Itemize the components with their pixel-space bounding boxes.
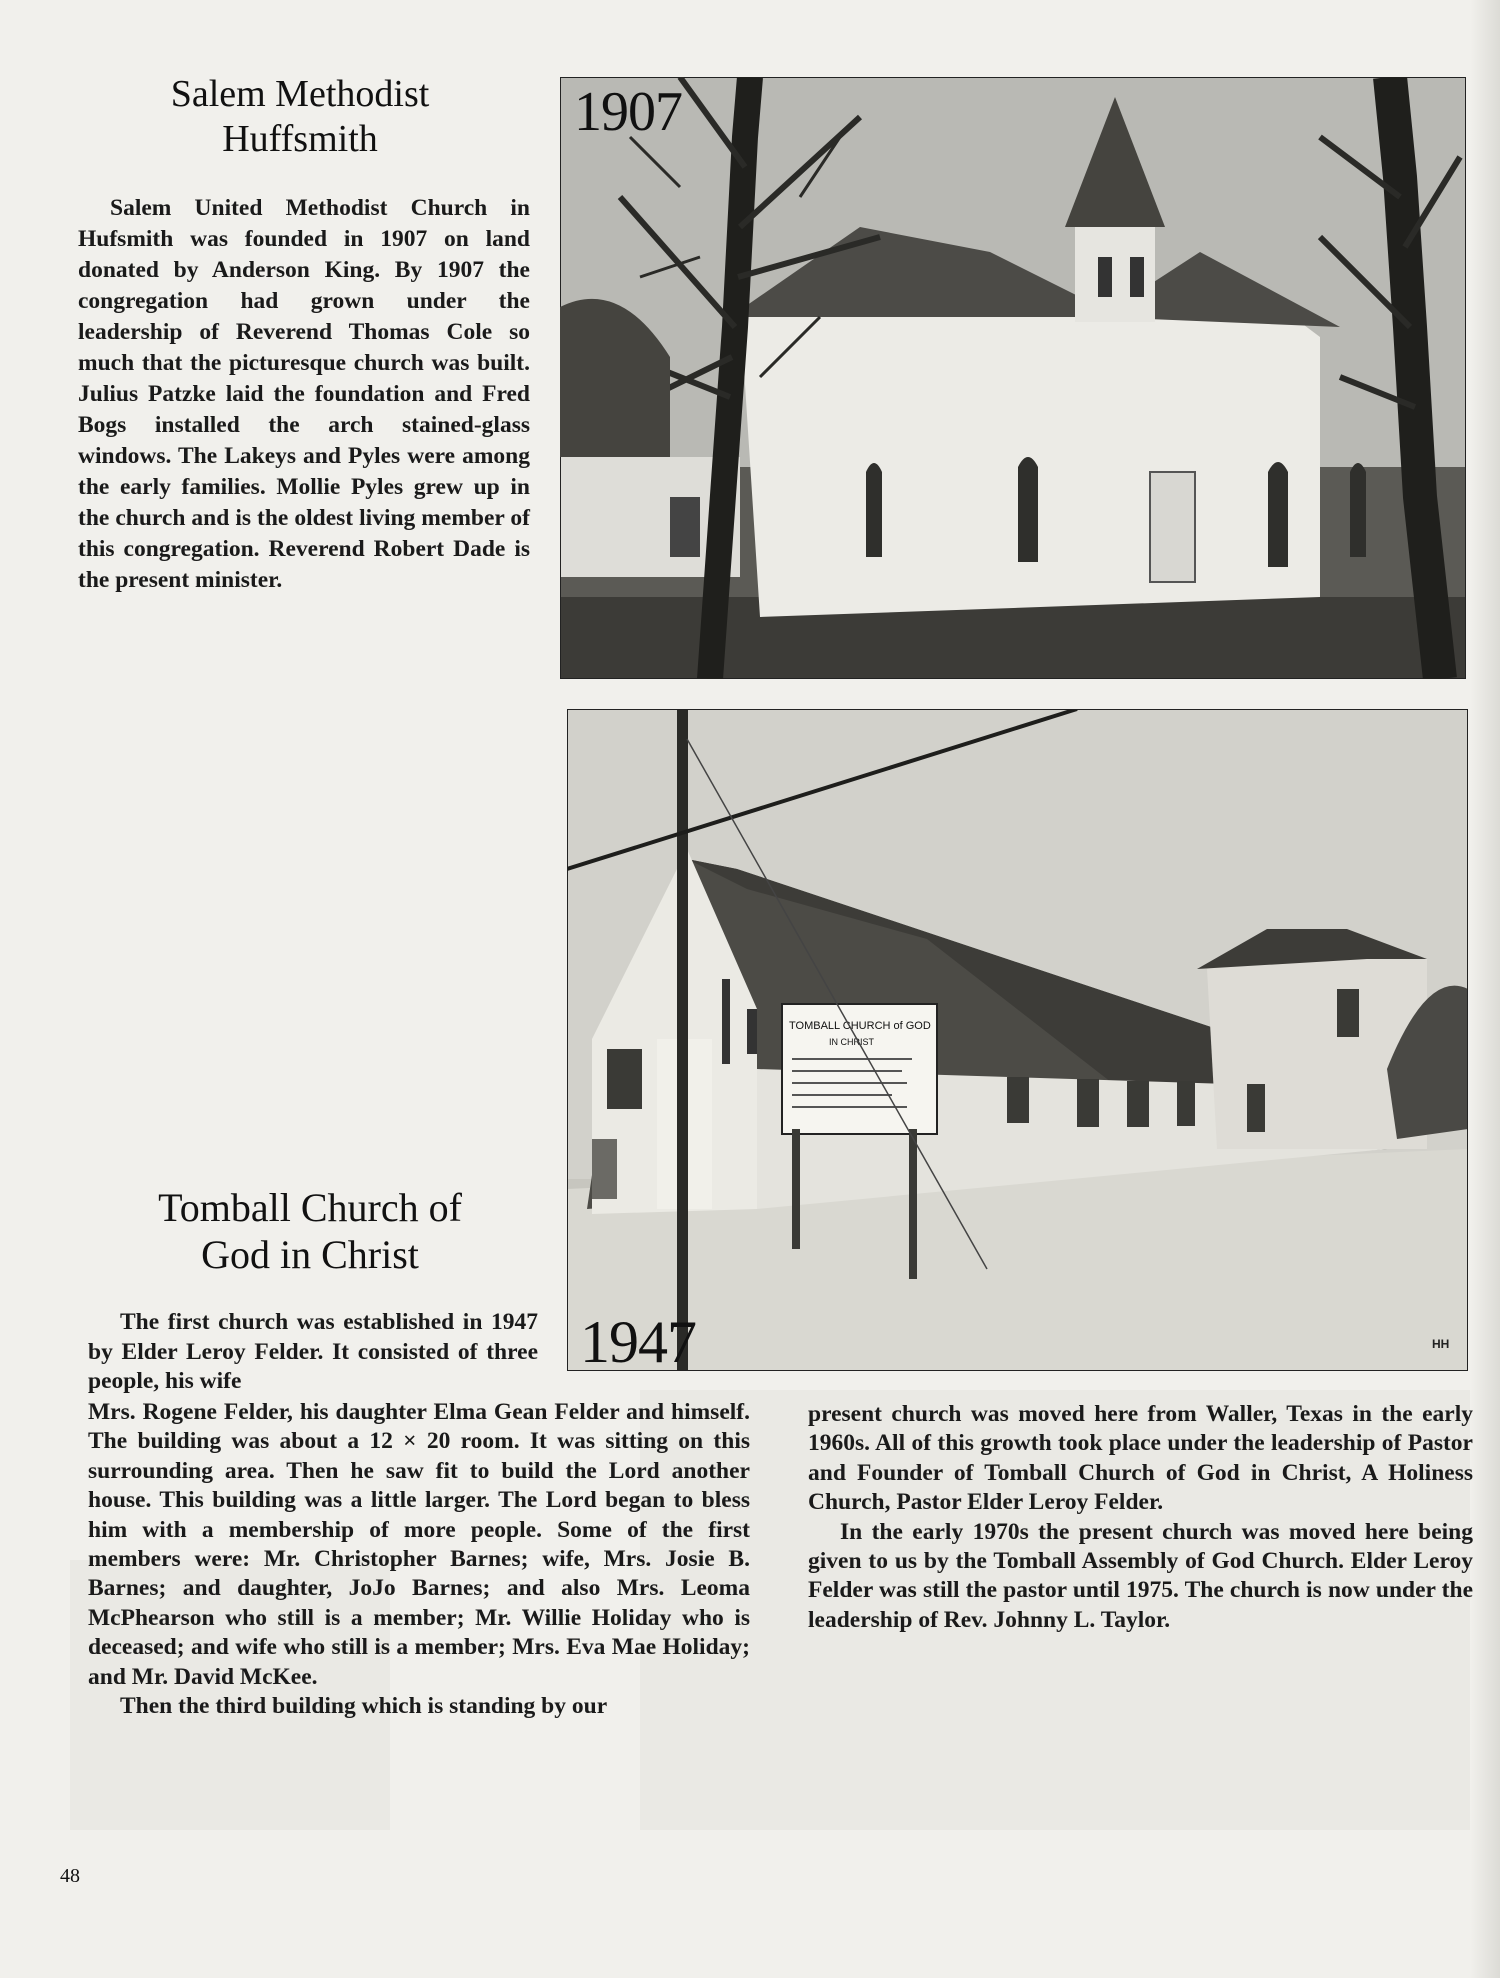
photo-year-1947: 1947 <box>580 1309 696 1375</box>
page-number: 48 <box>60 1865 80 1887</box>
photo-1947-church <box>567 709 1468 1371</box>
salem-heading-line1: Salem Methodist <box>170 73 430 115</box>
tomball-paragraph-1-wide: Mrs. Rogene Felder, his daughter Elma Gean Felder and himself. The building was about a 12 × 20 room. It was sitting on this surrounding area. Then he saw fit to build the Lord another house. This building was a little larger. The Lord began to bless him with a membership of more people. Some of the first members were: Mr. Christopher Barnes; wife, Mrs. Josie B. Barnes; and daughter, JoJo Barnes; and also Mrs. Leoma McPhearson who still is a member; Mr. Willie Holiday who is deceased; and wife who still is a member; Mrs. Eva Mae Holiday; and Mr. David McKee. <box>88 1399 750 1690</box>
tomball-heading <box>100 1184 520 1278</box>
tomball-article-left-column <box>88 1398 750 1721</box>
tomball-right-paragraph-1: present church was moved here from Waller, Texas in the early 1960s. All of this growth took place under the leadership of Pastor and Founder of Tomball Church of God in Christ, A Holiness Church, Pastor Elder Leroy Felder. <box>808 1401 1473 1516</box>
tomball-right-paragraph-2: In the early 1970s the present church was moved here being given to us by the Tomball Assembly of God Church. Elder Leroy Felder was still the pastor until 1975. The church is now under the leadership of Rev. Johnny L. Taylor. <box>808 1518 1473 1633</box>
salem-article <box>78 193 530 596</box>
tomball-paragraph-1-narrow: The first church was established in 1947 by Elder Leroy Felder. It consisted of three people, his wife <box>88 1309 538 1395</box>
tomball-article-right-column <box>808 1400 1473 1635</box>
tomball-paragraph-2: Then the third building which is standing by our <box>120 1693 608 1720</box>
sign-line2: IN CHRIST <box>829 1037 874 1047</box>
photo-credit: HH <box>1432 1337 1450 1351</box>
tomball-heading-line1: Tomball Church of <box>158 1185 462 1230</box>
photo-year-1907: 1907 <box>574 81 682 143</box>
salem-paragraph: Salem United Methodist Church in Hufsmith was founded in 1907 on land donated by Anderson King. By 1907 the congregation had grown under the leadership of Reverend Thomas Cole so much that the picturesque church was built. Julius Patzke laid the foundation and Fred Bogs installed the arch stained-glass windows. The Lakeys and Pyles were among the early families. Mollie Pyles grew up in the church and is the oldest living member of this congregation. Reverend Robert Dade is the present minister. <box>78 195 530 593</box>
sign-line1: TOMBALL CHURCH of GOD <box>789 1020 931 1032</box>
page-edge-shadow <box>1470 0 1500 1978</box>
tomball-article-narrow <box>88 1308 538 1397</box>
salem-heading <box>110 72 490 162</box>
salem-heading-line2: Huffsmith <box>222 117 378 160</box>
tomball-heading-line2: God in Christ <box>201 1232 419 1278</box>
photo-1907-church <box>560 77 1466 679</box>
